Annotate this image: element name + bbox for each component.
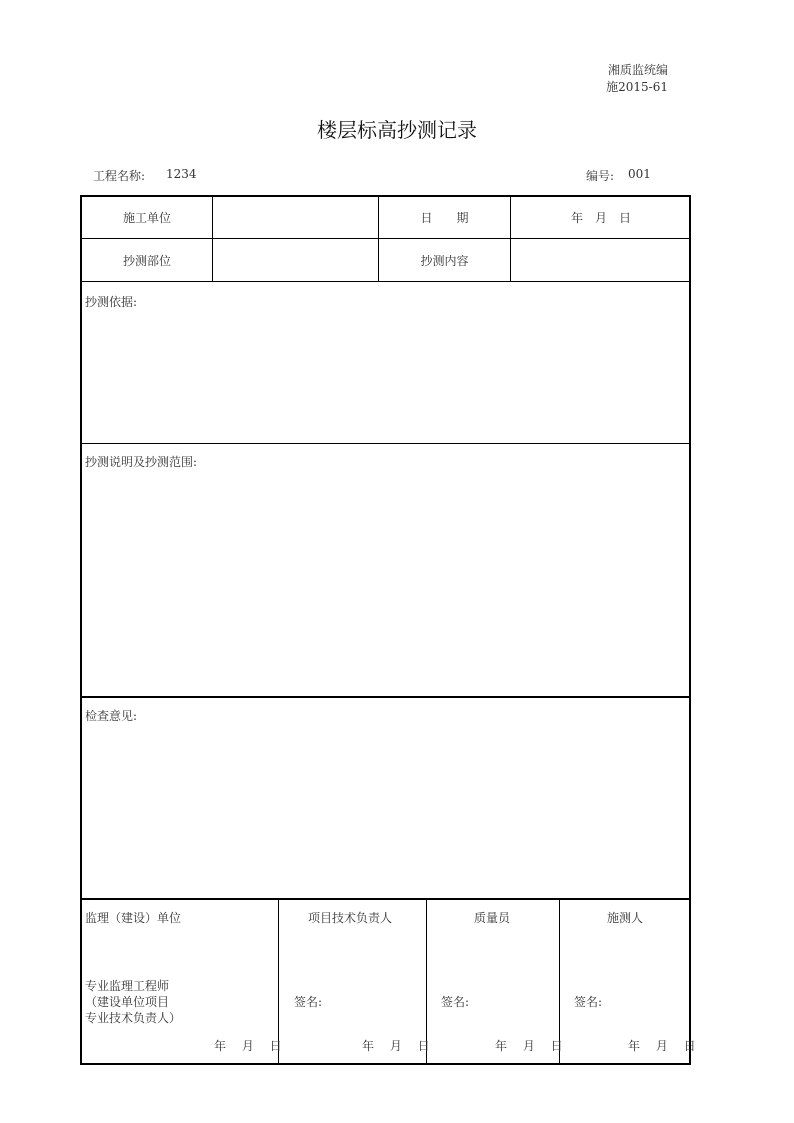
page-title: 楼层标高抄测记录 [317, 118, 477, 142]
inspection-opinion-label: 检查意见: [85, 709, 138, 723]
survey-basis-label: 抄测依据: [85, 295, 138, 309]
row-divider [82, 281, 689, 282]
engineer-label-line3: 专业技术负责人） [85, 1011, 182, 1025]
surveyor-sign-label: 签名: [574, 995, 603, 1009]
record-number-value[interactable]: 001 [628, 167, 651, 181]
quality-officer-sign-label: 签名: [441, 995, 470, 1009]
form-code [606, 62, 668, 96]
engineer-label-line1: 专业监理工程师 [85, 979, 170, 993]
form-code-line1: 湘质监统编 [607, 63, 668, 77]
supervision-unit-label: 监理（建设）单位 [85, 911, 182, 925]
quality-officer-label: 质量员 [474, 911, 511, 925]
row-divider [82, 696, 689, 698]
survey-location-label: 抄测部位 [122, 253, 171, 268]
record-number-label: 编号: [586, 169, 615, 183]
surveyor-label: 施测人 [607, 911, 644, 925]
row-divider [82, 443, 689, 444]
tech-lead-date[interactable]: 年 月 日 [362, 1039, 430, 1053]
date-label: 日 期 [420, 211, 469, 225]
tech-lead-label: 项目技术负责人 [308, 911, 393, 925]
supervision-date[interactable]: 年 月 日 [214, 1039, 282, 1053]
engineer-label-line2: （建设单位项目 [85, 995, 170, 1009]
survey-content-field[interactable] [511, 239, 691, 281]
construction-unit-label: 施工单位 [122, 211, 171, 225]
survey-content-label: 抄测内容 [420, 253, 469, 268]
quality-officer-date[interactable]: 年 月 日 [495, 1039, 563, 1053]
survey-description-label: 抄测说明及抄测范围: [85, 455, 198, 469]
project-name-value[interactable]: 1234 [166, 167, 197, 181]
record-form [80, 195, 696, 1065]
tech-lead-sign-label: 签名: [294, 995, 323, 1009]
construction-unit-field[interactable] [213, 197, 378, 238]
survey-location-field[interactable] [213, 239, 378, 281]
surveyor-date[interactable]: 年 月 日 [628, 1039, 696, 1053]
date-field[interactable]: 年 月 日 [570, 211, 631, 225]
form-code-line2: 施2015-61 [606, 80, 668, 94]
row-divider [82, 898, 689, 900]
project-name-label: 工程名称: [93, 169, 146, 183]
